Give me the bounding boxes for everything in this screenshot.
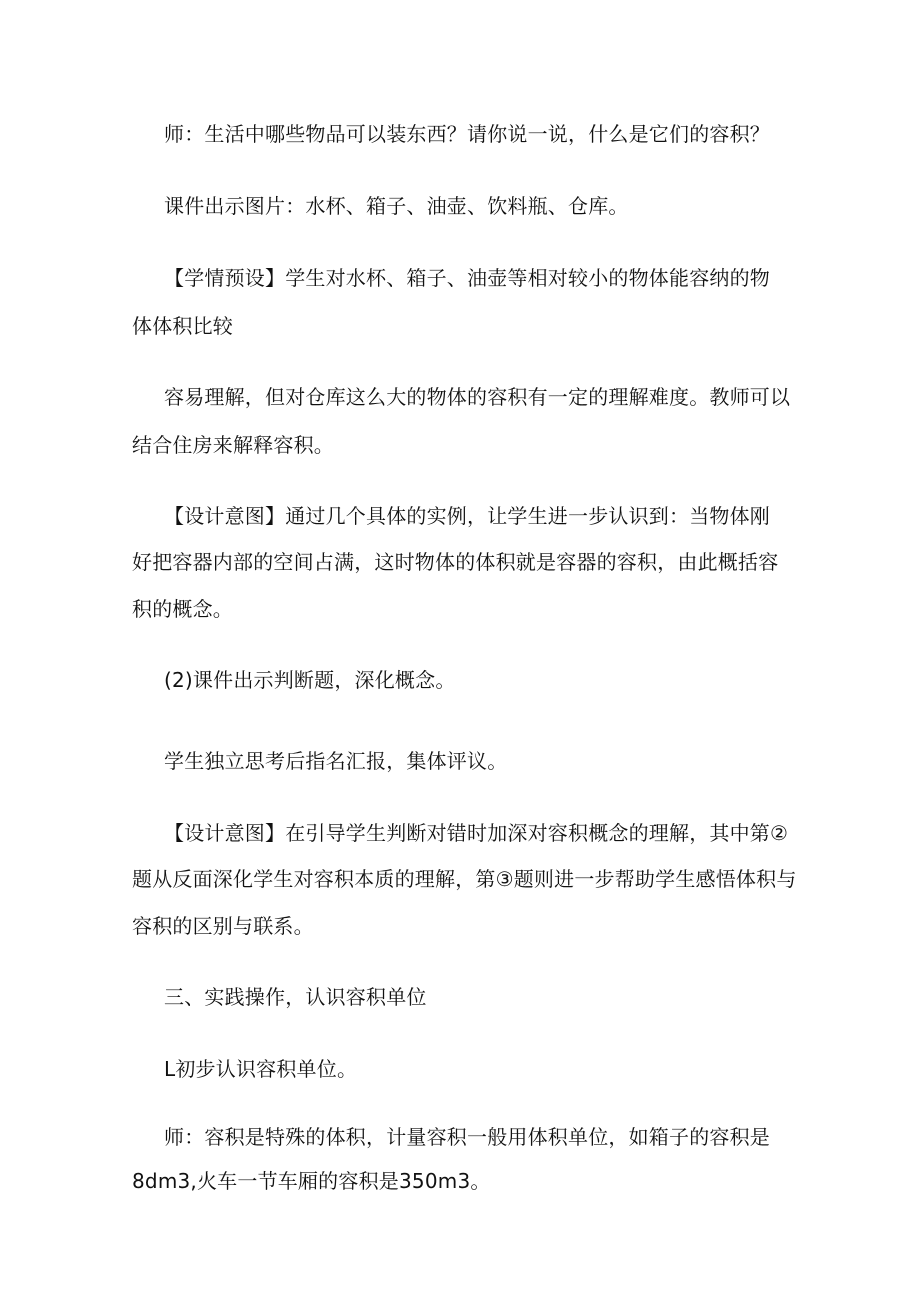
paragraph-design-intent1-line3: 积的概念。 [132, 597, 233, 621]
paragraph-courseware-pictures: 课件出示图片：水杯、箱子、油壶、饮料瓶、仓库。 [164, 194, 629, 218]
paragraph-design-intent2-line2: 题从反面深化学生对容积本质的理解，第③题则进一步帮助学生感悟体积与 [132, 867, 797, 891]
paragraph-preset-line2: 体体积比较 [132, 314, 233, 338]
paragraph-understanding-line1: 容易理解，但对仓库这么大的物体的容积有一定的理解难度。教师可以 [164, 385, 791, 409]
paragraph-capacity-units: L初步认识容积单位。 [164, 1057, 358, 1081]
section-heading-practice: 三、实践操作，认识容积单位 [164, 985, 427, 1009]
paragraph-teacher-capacity-line1: 师：容积是特殊的体积，计量容积一般用体积单位，如箱子的容积是 [164, 1125, 770, 1149]
paragraph-design-intent1-line1: 【设计意图】通过几个具体的实例，让学生进一步认识到：当物体刚 [164, 504, 770, 528]
paragraph-teacher-capacity-line2: 8dm3,火车一节车厢的容积是350m3。 [132, 1169, 491, 1193]
paragraph-judgment-questions: (2)课件出示判断题，深化概念。 [164, 668, 456, 692]
paragraph-understanding-line2: 结合住房来解释容积。 [132, 433, 334, 457]
paragraph-preset-line1: 【学情预设】学生对水杯、箱子、油壶等相对较小的物体能容纳的物 [164, 266, 770, 290]
paragraph-teacher-question: 师：生活中哪些物品可以装东西？请你说一说，什么是它们的容积？ [164, 122, 770, 146]
paragraph-design-intent2-line1: 【设计意图】在引导学生判断对错时加深对容积概念的理解，其中第② [164, 821, 789, 845]
paragraph-student-report: 学生独立思考后指名汇报，集体评议。 [164, 749, 508, 773]
paragraph-design-intent2-line3: 容积的区别与联系。 [132, 914, 314, 938]
paragraph-design-intent1-line2: 好把容器内部的空间占满，这时物体的体积就是容器的容积，由此概括容 [132, 550, 779, 574]
